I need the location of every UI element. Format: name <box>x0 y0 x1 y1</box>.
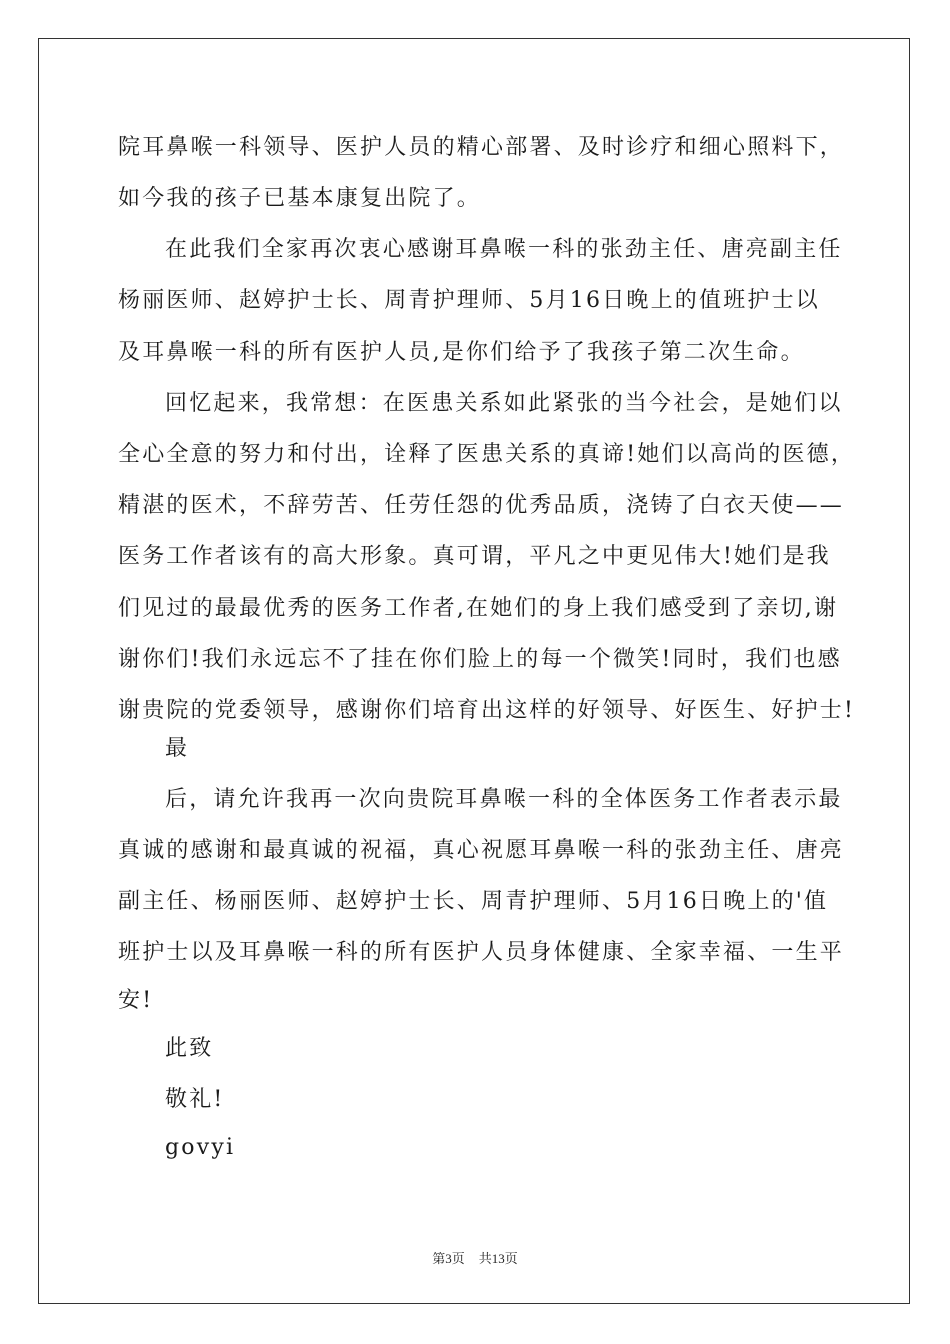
text-line: 在此我们全家再次衷心感谢耳鼻喉一科的张劲主任、唐亮副主任 <box>165 237 843 262</box>
text-line: 精湛的医术，不辞劳苦、任劳任怨的优秀品质，浇铸了白衣天使—— <box>118 493 845 518</box>
text-line: 如今我的孩子已基本康复出院了。 <box>118 186 482 211</box>
page-footer <box>0 1248 950 1267</box>
text-line: 真诚的感谢和最真诚的祝福，真心祝愿耳鼻喉一科的张劲主任、唐亮 <box>118 838 845 863</box>
page-total: 共13页 <box>478 1251 518 1266</box>
page-number: 第3页 <box>432 1251 465 1266</box>
text-line: 院耳鼻喉一科领导、医护人员的精心部署、及时诊疗和细心照料下， <box>118 135 845 160</box>
signature: govyi <box>165 1135 236 1160</box>
text-line: 回忆起来，我常想：在医患关系如此紧张的当今社会，是她们以 <box>165 391 843 416</box>
text-line: 谢你们!我们永远忘不了挂在你们脸上的每一个微笑!同时，我们也感 <box>118 647 842 672</box>
text-line: 们见过的最最优秀的医务工作者,在她们的身上我们感受到了亲切,谢 <box>118 596 839 621</box>
text-line: 及耳鼻喉一科的所有医护人员,是你们给予了我孩子第二次生命。 <box>118 340 805 365</box>
text-line: 最 <box>165 736 190 761</box>
text-line: 全心全意的努力和付出，诠释了医患关系的真谛!她们以高尚的医德， <box>118 442 856 467</box>
text-line: 班护士以及耳鼻喉一科的所有医护人员身体健康、全家幸福、一生平 <box>118 940 845 965</box>
text-line: 安! <box>118 988 154 1013</box>
text-line: 谢贵院的党委领导，感谢你们培育出这样的好领导、好医生、好护士! <box>118 698 856 723</box>
text-line: 后，请允许我再一次向贵院耳鼻喉一科的全体医务工作者表示最 <box>165 787 843 812</box>
text-line: 医务工作者该有的高大形象。真可谓，平凡之中更见伟大!她们是我 <box>118 544 831 569</box>
text-line: 副主任、杨丽医师、赵婷护士长、周青护理师、5月16日晚上的'值 <box>118 889 829 914</box>
closing-regards: 敬礼! <box>165 1087 225 1112</box>
closing-salutation: 此致 <box>165 1036 214 1061</box>
text-line: 杨丽医师、赵婷护士长、周青护理师、5月16日晚上的值班护士以 <box>118 288 820 313</box>
